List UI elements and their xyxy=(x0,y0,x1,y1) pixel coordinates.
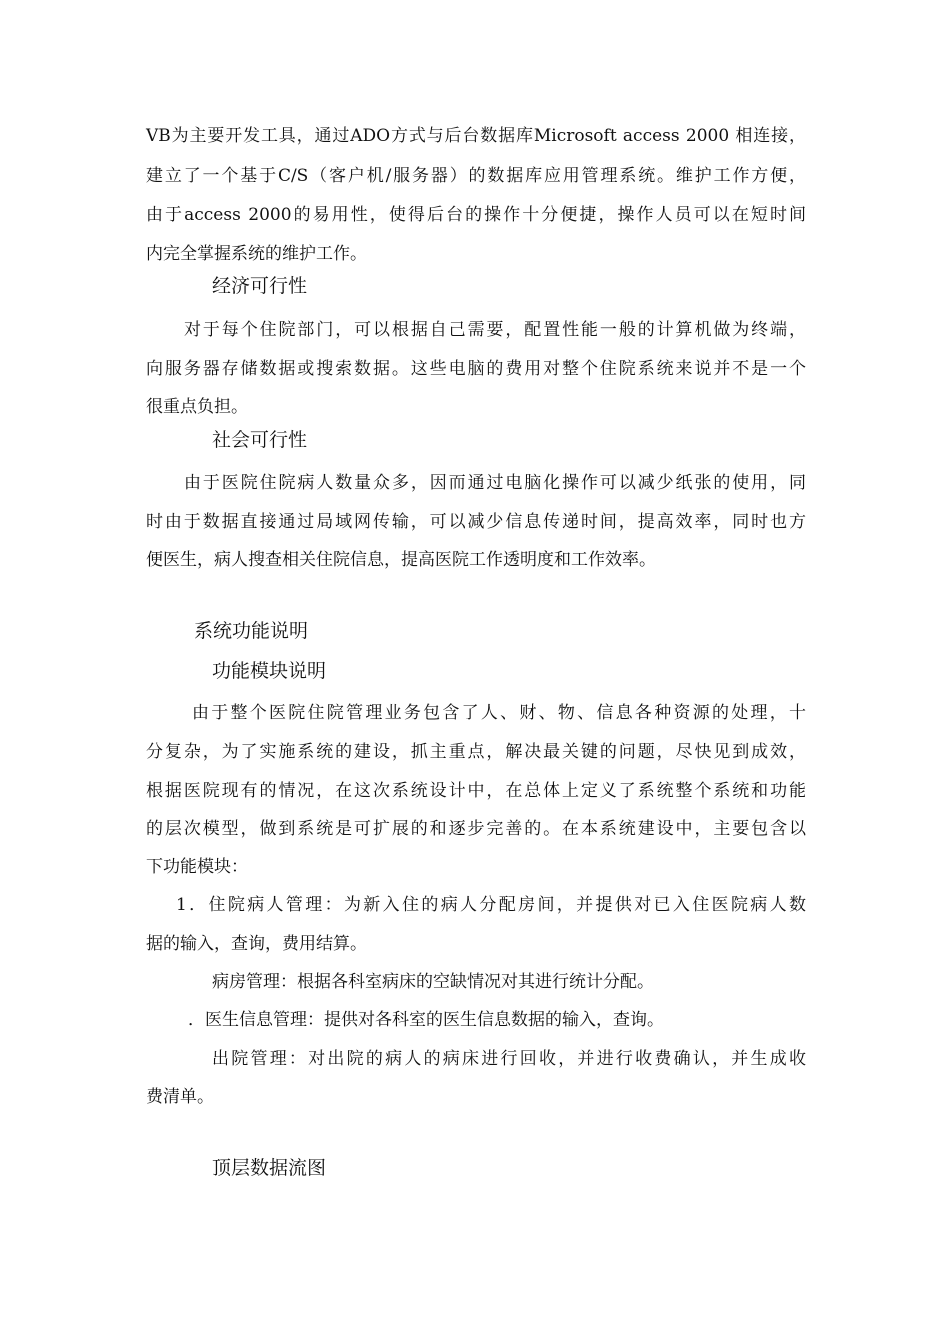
heading-system-function: 系统功能说明 xyxy=(194,620,309,642)
heading-social-feasibility: 社会可行性 xyxy=(212,429,308,451)
economic-line: 很重点负担。 xyxy=(146,397,248,417)
module-item-inpatient-cont: 据的输入，查询，费用结算。 xyxy=(146,934,367,954)
social-line: 由于医院住院病人数量众多，因而通过电脑化操作可以减少纸张的使用，同 xyxy=(184,473,806,493)
intro-line: 建立了一个基于C/S（客户机/服务器）的数据库应用管理系统。维护工作方便， xyxy=(146,166,806,186)
system-line: 的层次模型，做到系统是可扩展的和逐步完善的。在本系统建设中，主要包含以 xyxy=(146,819,806,839)
social-line: 便医生，病人搜查相关住院信息，提高医院工作透明度和工作效率。 xyxy=(146,550,656,570)
heading-economic-feasibility: 经济可行性 xyxy=(212,275,308,297)
intro-line: 由于access 2000的易用性，使得后台的操作十分便捷，操作人员可以在短时间 xyxy=(146,205,806,225)
economic-line: 向服务器存储数据或搜索数据。这些电脑的费用对整个住院系统来说并不是一个 xyxy=(146,359,806,379)
module-item-inpatient: 1．住院病人管理：为新入住的病人分配房间，并提供对已入住医院病人数 xyxy=(176,895,806,915)
system-line: 分复杂，为了实施系统的建设，抓主重点，解决最关键的问题，尽快见到成效， xyxy=(146,742,806,762)
heading-top-level-dataflow: 顶层数据流图 xyxy=(212,1157,327,1179)
heading-function-modules: 功能模块说明 xyxy=(212,660,327,682)
system-line: 下功能模块： xyxy=(146,857,248,877)
social-line: 时由于数据直接通过局域网传输，可以减少信息传递时间，提高效率，同时也方 xyxy=(146,512,806,532)
system-line: 由于整个医院住院管理业务包含了人、财、物、信息各种资源的处理，十 xyxy=(192,703,806,723)
module-item-discharge: 出院管理：对出院的病人的病床进行回收，并进行收费确认，并生成收 xyxy=(212,1049,806,1069)
intro-line: 内完全掌握系统的维护工作。 xyxy=(146,244,367,264)
economic-line: 对于每个住院部门，可以根据自己需要，配置性能一般的计算机做为终端， xyxy=(184,320,806,340)
module-item-ward: 病房管理：根据各科室病床的空缺情况对其进行统计分配。 xyxy=(212,972,654,992)
module-item-doctor-info: ．医生信息管理：提供对各科室的医生信息数据的输入，查询。 xyxy=(188,1010,664,1030)
intro-line: VB为主要开发工具，通过ADO方式与后台数据库Microsoft access 2000 相连接， xyxy=(146,126,806,146)
system-line: 根据医院现有的情况，在这次系统设计中，在总体上定义了系统整个系统和功能 xyxy=(146,781,806,801)
module-item-discharge-cont: 费清单。 xyxy=(146,1087,214,1107)
